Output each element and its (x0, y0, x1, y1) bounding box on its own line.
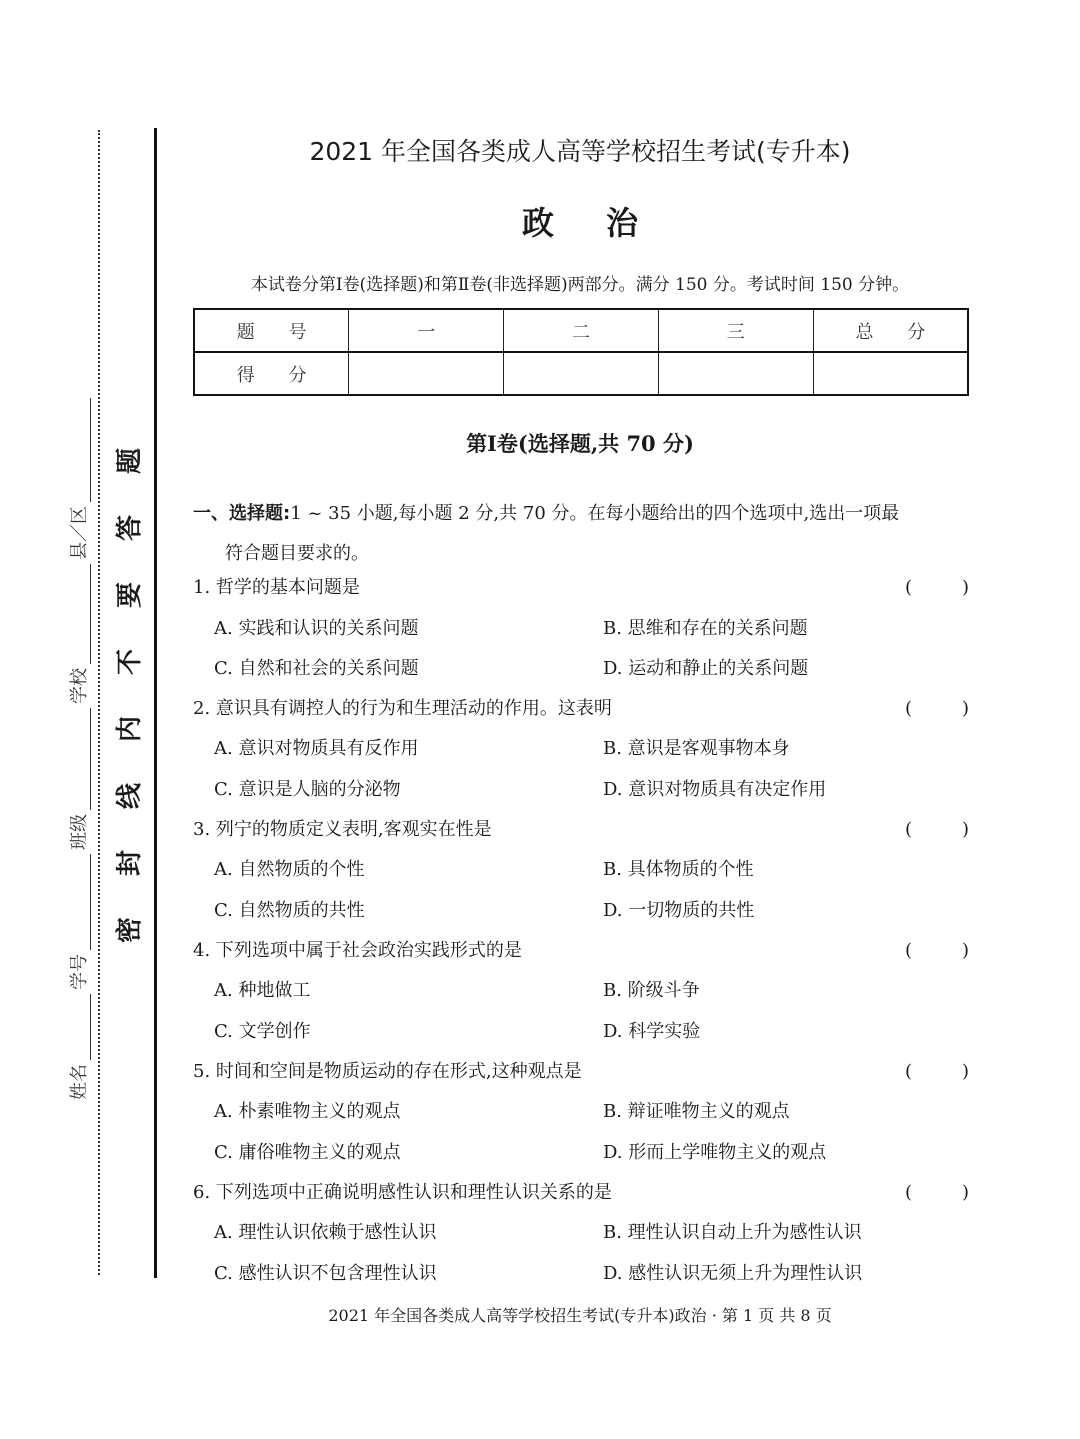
option: C. 庸俗唯物主义的观点 (214, 1142, 401, 1163)
name-blank[interactable] (72, 994, 91, 1060)
paren-close: ) (961, 577, 969, 598)
header-cell: 三 (658, 309, 813, 352)
student-info-fields (65, 394, 91, 1100)
seal-char: 要 (114, 581, 145, 609)
seal-char: 密 (114, 916, 145, 944)
answer-paren[interactable] (905, 689, 969, 729)
option: C. 文学创作 (214, 1021, 311, 1042)
question-stem (193, 810, 969, 850)
score-row-label: 得 分 (194, 352, 349, 395)
question-stem (193, 1052, 969, 1092)
question-text: 6. 下列选项中正确说明感性认识和理性认识关系的是 (193, 1182, 612, 1203)
paren-open: ( (905, 819, 913, 840)
seal-char: 内 (114, 715, 145, 743)
paren-close: ) (961, 940, 969, 961)
paren-open: ( (905, 1061, 913, 1082)
option: A. 实践和认识的关系问题 (214, 618, 419, 639)
option: B. 理性认识自动上升为感性认识 (603, 1222, 862, 1243)
question-stem (193, 931, 969, 971)
cut-line (98, 130, 100, 1275)
option: C. 自然和社会的关系问题 (214, 658, 419, 679)
subject-title: 政治 (521, 204, 690, 242)
option: A. 种地做工 (214, 980, 311, 1001)
paren-close: ) (961, 1061, 969, 1082)
header-cell: 总 分 (813, 309, 968, 352)
student-id-blank[interactable] (72, 854, 91, 950)
option: D. 感性认识无须上升为理性认识 (603, 1263, 863, 1284)
instruction-bold: 一、选择题: (193, 503, 291, 524)
district-label: 县／区 (69, 506, 90, 560)
answer-paren[interactable] (905, 931, 969, 971)
paren-open: ( (905, 940, 913, 961)
score-table-score-row (194, 352, 968, 395)
option: B. 意识是客观事物本身 (603, 738, 790, 759)
question-text: 5. 时间和空间是物质运动的存在形式,这种观点是 (193, 1061, 582, 1082)
score-cell[interactable] (813, 352, 968, 395)
question-text: 2. 意识具有调控人的行为和生理活动的作用。这表明 (193, 698, 612, 719)
score-cell[interactable] (658, 352, 813, 395)
option: A. 朴素唯物主义的观点 (214, 1101, 401, 1122)
option: C. 感性认识不包含理性认识 (214, 1263, 437, 1284)
class-blank[interactable] (72, 708, 91, 810)
exam-title: 2021 年全国各类成人高等学校招生考试(专升本) (309, 137, 851, 166)
paren-close: ) (961, 819, 969, 840)
instruction-cont: 符合题目要求的。 (225, 543, 369, 564)
school-label: 学校 (69, 668, 90, 704)
question-stem (193, 568, 969, 608)
score-cell[interactable] (349, 352, 504, 395)
section-title: 第Ⅰ卷(选择题,共 70 分) (466, 431, 694, 456)
option: A. 自然物质的个性 (214, 859, 365, 880)
option: B. 阶级斗争 (603, 980, 700, 1001)
student-id-label: 学号 (69, 954, 90, 990)
instruction-text: 1 ~ 35 小题,每小题 2 分,共 70 分。在每小题给出的四个选项中,选出一项最 (290, 503, 900, 524)
question-text: 1. 哲学的基本问题是 (193, 577, 360, 598)
question-text: 3. 列宁的物质定义表明,客观实在性是 (193, 819, 492, 840)
score-cell[interactable] (504, 352, 659, 395)
option: B. 具体物质的个性 (603, 859, 754, 880)
paren-open: ( (905, 577, 913, 598)
answer-paren[interactable] (905, 810, 969, 850)
option: D. 运动和静止的关系问题 (603, 658, 809, 679)
answer-paren[interactable] (905, 1173, 969, 1213)
option: B. 辩证唯物主义的观点 (603, 1101, 790, 1122)
paren-close: ) (961, 698, 969, 719)
question-stem (193, 689, 969, 729)
paren-open: ( (905, 698, 913, 719)
option: A. 理性认识依赖于感性认识 (214, 1222, 437, 1243)
section-instruction (193, 494, 973, 574)
paren-open: ( (905, 1182, 913, 1203)
header-cell: 一 (349, 309, 504, 352)
question-stem (193, 1173, 969, 1213)
seal-char: 答 (114, 514, 145, 542)
binding-line (154, 128, 157, 1278)
answer-paren[interactable] (905, 568, 969, 608)
seal-char: 不 (114, 648, 145, 676)
header-cell: 题 号 (194, 309, 349, 352)
question-text: 4. 下列选项中属于社会政治实践形式的是 (193, 940, 522, 961)
option: D. 意识对物质具有决定作用 (603, 779, 827, 800)
option: D. 科学实验 (603, 1021, 701, 1042)
score-table-header-row (194, 309, 968, 352)
seal-char: 封 (114, 849, 145, 877)
header-cell: 二 (504, 309, 659, 352)
page-footer: 2021 年全国各类成人高等学校招生考试(专升本)政治 · 第 1 页 共 8 页 (328, 1306, 832, 1325)
option: A. 意识对物质具有反作用 (214, 738, 419, 759)
district-blank[interactable] (72, 398, 91, 502)
exam-note: 本试卷分第Ⅰ卷(选择题)和第Ⅱ卷(非选择题)两部分。满分 150 分。考试时间 150 分钟。 (250, 275, 910, 295)
name-label: 姓名 (69, 1064, 90, 1100)
option: C. 自然物质的共性 (214, 900, 365, 921)
class-label: 班级 (69, 814, 90, 850)
seal-char: 题 (114, 447, 145, 475)
option: B. 思维和存在的关系问题 (603, 618, 808, 639)
seal-warning (112, 448, 148, 984)
paren-close: ) (961, 1182, 969, 1203)
school-blank[interactable] (72, 564, 91, 664)
score-table (193, 308, 969, 396)
option: D. 一切物质的共性 (603, 900, 755, 921)
answer-paren[interactable] (905, 1052, 969, 1092)
option: C. 意识是人脑的分泌物 (214, 779, 401, 800)
seal-char: 线 (114, 782, 145, 810)
option: D. 形而上学唯物主义的观点 (603, 1142, 827, 1163)
